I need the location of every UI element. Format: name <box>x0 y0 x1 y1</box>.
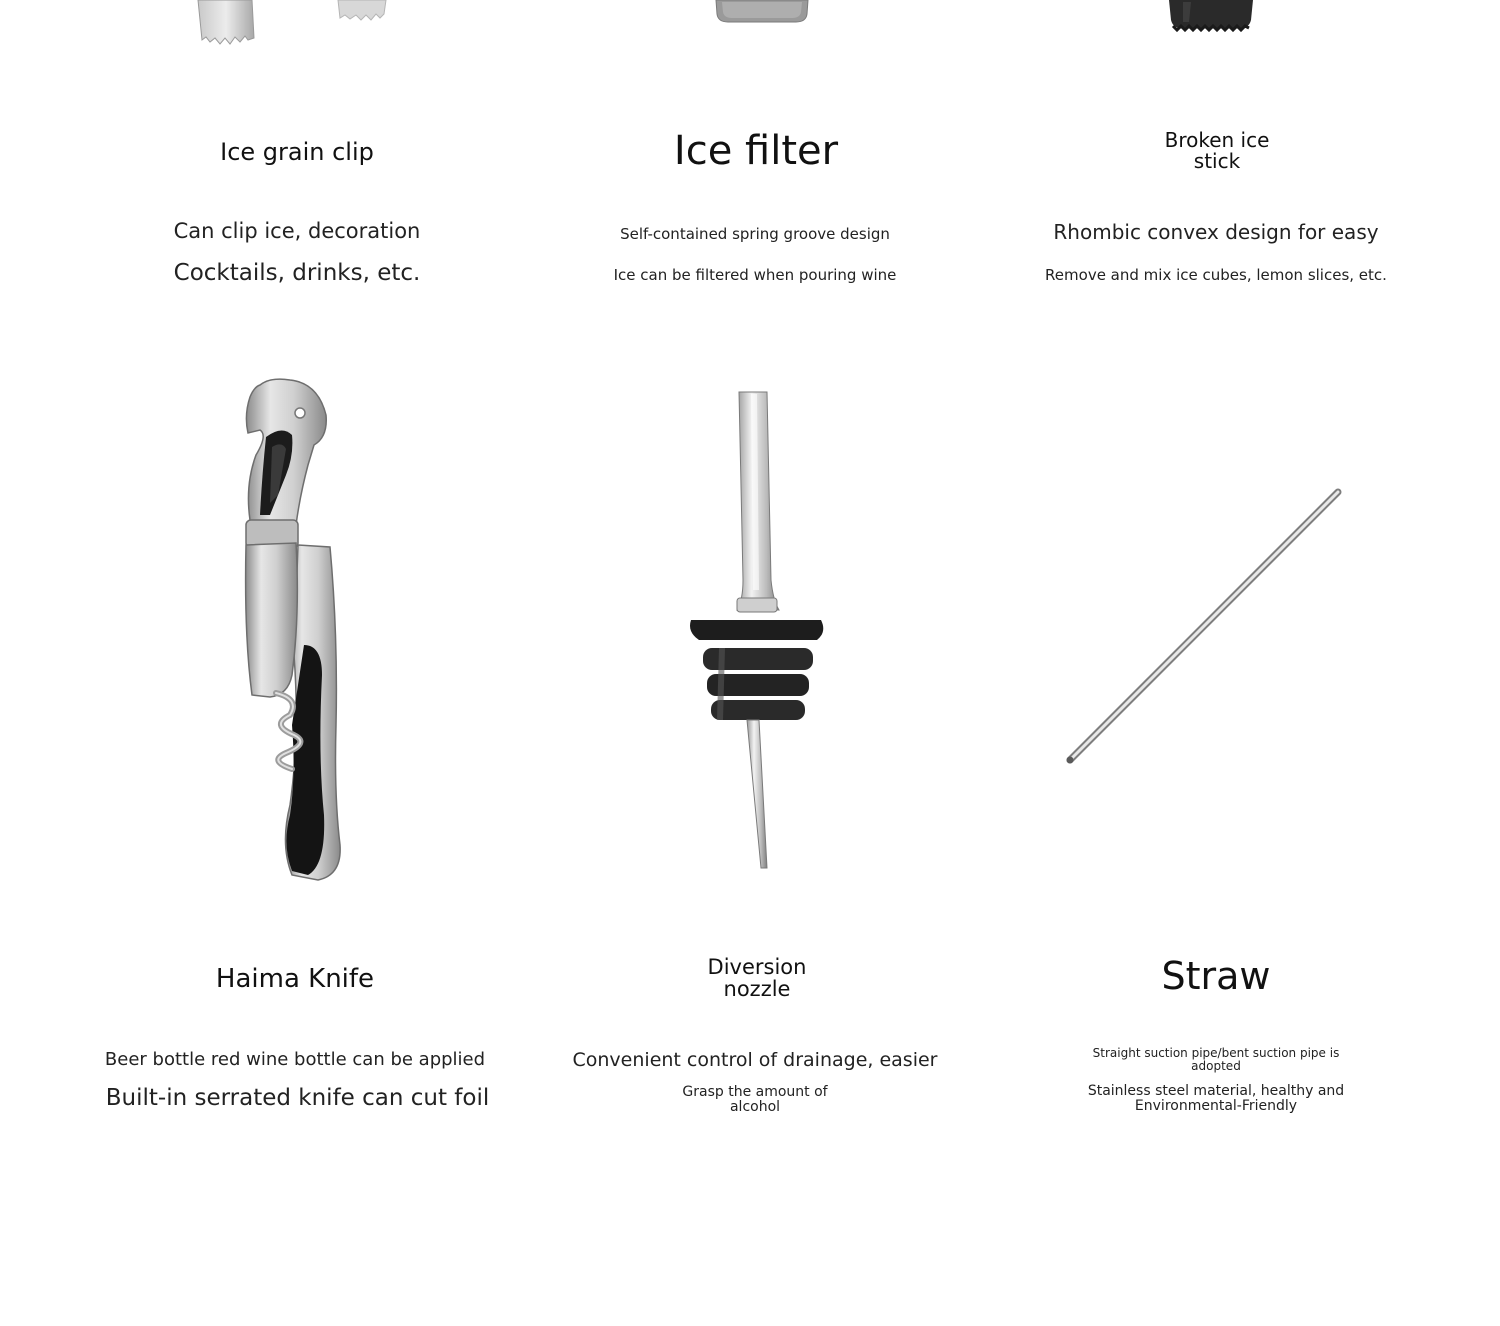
product-description-line: Rhombic convex design for easy <box>1053 220 1379 244</box>
product-description-line: Straight suction pipe/bent suction pipe is adopted <box>1092 1046 1340 1073</box>
product-title: Ice grain clip <box>220 138 374 166</box>
muddler-icon <box>1165 0 1257 34</box>
product-description-line: Convenient control of drainage, easier <box>572 1049 938 1071</box>
product-title: Diversion nozzle <box>707 955 807 1002</box>
product-title: Ice filter <box>673 128 839 174</box>
product-description-line: Can clip ice, decoration <box>173 219 421 243</box>
ice-strainer-icon <box>712 0 812 26</box>
product-title: Broken ice stick <box>1164 128 1270 173</box>
straw-icon <box>1058 482 1350 772</box>
product-description-line: Beer bottle red wine bottle can be applied <box>104 1049 486 1070</box>
product-title: Straw <box>1161 954 1271 998</box>
pourer-icon <box>685 390 830 872</box>
ice-tongs-icon <box>190 0 400 52</box>
product-description-line: Cocktails, drinks, etc. <box>173 260 421 286</box>
product-title: Haima Knife <box>215 964 375 994</box>
product-description-line: Grasp the amount of alcohol <box>682 1084 828 1115</box>
product-description-line: Remove and mix ice cubes, lemon slices, etc. <box>1045 266 1387 284</box>
corkscrew-icon <box>230 375 355 885</box>
product-description-line: Ice can be filtered when pouring wine <box>613 266 897 284</box>
product-description-line: Self-contained spring groove design <box>620 225 890 243</box>
product-description-line: Built-in serrated knife can cut foil <box>105 1085 490 1111</box>
product-description-line: Stainless steel material, healthy and Environmental-Friendly <box>1087 1083 1345 1114</box>
